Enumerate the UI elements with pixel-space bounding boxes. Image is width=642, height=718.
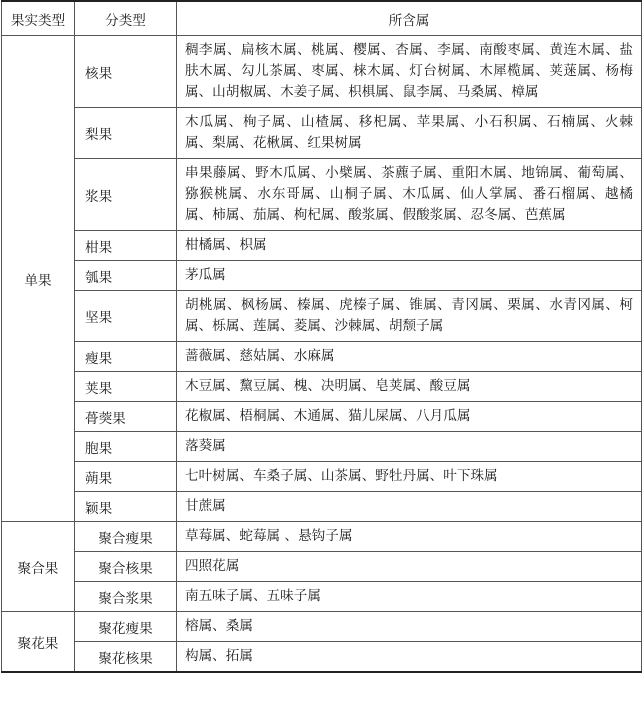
genera-cell: 甘蔗属: [177, 492, 642, 522]
subtype-cell: 蒴果: [75, 462, 177, 492]
table-row: [2, 582, 642, 612]
subtype-cell: 坚果: [75, 291, 177, 342]
genera-cell: 榕属、桑属: [177, 612, 642, 642]
subtype-cell: 聚花核果: [75, 642, 177, 673]
subtype-cell: 柑果: [75, 231, 177, 261]
subtype-cell: 聚合浆果: [75, 582, 177, 612]
genera-cell: 稠李属、扁核木属、桃属、樱属、杏属、李属、南酸枣属、黄连木属、盐肤木属、勾儿茶属、枣属、梾木属、灯台树属、木犀榄属、荚蒾属、杨梅属、山胡椒属、木姜子属、枳椇属、鼠李属、马桑属、樟属: [177, 36, 642, 108]
table-row: [2, 402, 642, 432]
table-row: [2, 261, 642, 291]
table-row: [2, 159, 642, 231]
genera-cell: 木豆属、黧豆属、槐、决明属、皂荚属、酸豆属: [177, 372, 642, 402]
subtype-cell: 梨果: [75, 108, 177, 159]
table-row: [2, 462, 642, 492]
genera-cell: 柑橘属、枳属: [177, 231, 642, 261]
subtype-cell: 蓇葖果: [75, 402, 177, 432]
table-row: [2, 522, 642, 552]
subtype-cell: 聚花瘦果: [75, 612, 177, 642]
table-row: [2, 36, 642, 108]
subtype-cell: 瘦果: [75, 342, 177, 372]
genera-cell: 花椒属、梧桐属、木通属、猫儿屎属、八月瓜属: [177, 402, 642, 432]
subtype-cell: 胞果: [75, 432, 177, 462]
subtype-cell: 核果: [75, 36, 177, 108]
genera-cell: 四照花属: [177, 552, 642, 582]
fruit-type-table: [1, 0, 642, 673]
table-row: [2, 108, 642, 159]
subtype-cell: 颖果: [75, 492, 177, 522]
subtype-cell: 荚果: [75, 372, 177, 402]
table-row: [2, 372, 642, 402]
genera-cell: 木瓜属、栒子属、山楂属、移𣏌属、苹果属、小石积属、石楠属、火棘属、梨属、花楸属、红果树属: [177, 108, 642, 159]
subtype-cell: 聚合瘦果: [75, 522, 177, 552]
fruit-type-cell: 单果: [2, 36, 75, 522]
header-fruit-type: 果实类型: [2, 1, 75, 36]
genera-cell: 草莓属、蛇莓属 、悬钩子属: [177, 522, 642, 552]
table-row: [2, 291, 642, 342]
fruit-type-cell: 聚花果: [2, 612, 75, 673]
table-row: [2, 492, 642, 522]
genera-cell: 七叶树属、车桑子属、山茶属、野牡丹属、叶下珠属: [177, 462, 642, 492]
genera-cell: 构属、拓属: [177, 642, 642, 673]
subtype-cell: 浆果: [75, 159, 177, 231]
table-row: [2, 552, 642, 582]
header-row: [2, 1, 642, 36]
table-row: [2, 432, 642, 462]
genera-cell: 落葵属: [177, 432, 642, 462]
genera-cell: 串果藤属、野木瓜属、小檗属、茶藨子属、重阳木属、地锦属、葡萄属、猕猴桃属、水东哥属、山桐子属、木瓜属、仙人掌属、番石榴属、越橘属、柿属、茄属、枸杞属、酸浆属、假酸浆属、忍冬属、芭蕉属: [177, 159, 642, 231]
fruit-type-cell: 聚合果: [2, 522, 75, 612]
header-subtype: 分类型: [75, 1, 177, 36]
subtype-cell: 瓠果: [75, 261, 177, 291]
genera-cell: 南五味子属、五味子属: [177, 582, 642, 612]
header-genera: 所含属: [177, 1, 642, 36]
table-row: [2, 642, 642, 673]
genera-cell: 胡桃属、枫杨属、榛属、虎榛子属、锥属、青冈属、栗属、水青冈属、柯属、栎属、莲属、菱属、沙棘属、胡颓子属: [177, 291, 642, 342]
genera-cell: 蔷薇属、慈姑属、水麻属: [177, 342, 642, 372]
genera-cell: 茅瓜属: [177, 261, 642, 291]
subtype-cell: 聚合核果: [75, 552, 177, 582]
table-row: [2, 342, 642, 372]
table-row: [2, 612, 642, 642]
table-row: [2, 231, 642, 261]
